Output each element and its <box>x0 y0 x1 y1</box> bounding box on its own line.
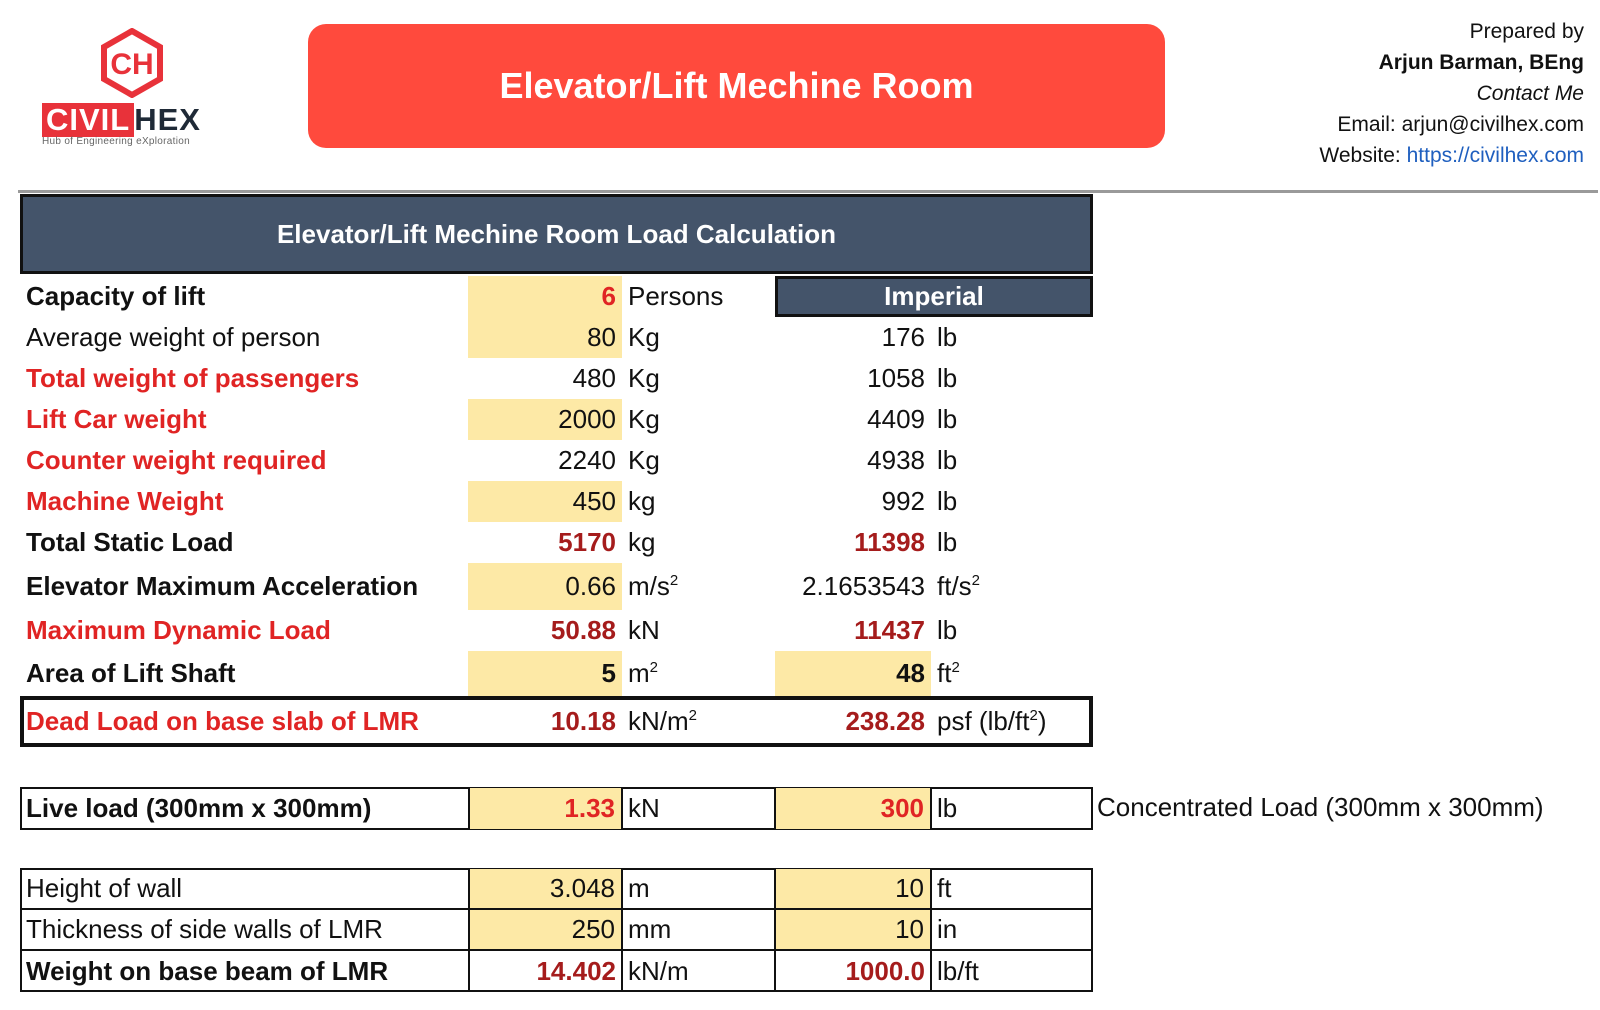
row-label: Average weight of person <box>26 322 321 352</box>
row-imperial-value: 2.1653543 <box>802 571 925 601</box>
row-imperial-value-input[interactable]: 48 <box>775 651 931 696</box>
wall-imperial-input[interactable]: 10 <box>776 910 930 949</box>
row-unit: m $^2$ <box>628 658 659 688</box>
row-imperial-value: 4938 <box>867 445 925 475</box>
row-value-input[interactable]: 6 <box>468 276 622 317</box>
row-label: Elevator Maximum Acceleration <box>26 571 419 601</box>
row-imperial-value: 176 <box>881 322 925 352</box>
website-label: Website: <box>1319 144 1401 167</box>
author-name: Arjun Barman, BEng <box>1378 51 1584 74</box>
dead-load-row <box>20 701 1093 742</box>
row-label: Machine Weight <box>26 486 224 516</box>
row-imperial-value: 1058 <box>867 363 925 393</box>
live-load-imperial-unit: lb <box>937 793 958 823</box>
row-label: Capacity of lift <box>26 281 206 311</box>
logo-word-civil: CIVIL <box>42 103 134 137</box>
row-imperial-unit: lb <box>937 404 958 434</box>
row-label: Maximum Dynamic Load <box>26 615 331 645</box>
email-value[interactable]: arjun@civilhex.com <box>1401 113 1584 136</box>
row-imperial-unit: lb <box>937 527 958 557</box>
row-value-input[interactable]: 80 <box>468 317 622 358</box>
row-imperial-value: 4409 <box>867 404 925 434</box>
table-row <box>20 869 1093 908</box>
row-unit: Persons <box>628 281 724 311</box>
row-imperial-unit: lb <box>937 615 958 645</box>
table-row <box>20 440 1093 481</box>
row-value-input[interactable]: 5 <box>468 651 622 696</box>
table-row <box>20 610 1093 651</box>
table-row <box>20 910 1093 949</box>
wall-imperial-unit: lb/ft <box>937 955 979 986</box>
table-row <box>20 317 1093 358</box>
row-label: Lift Car weight <box>26 404 207 434</box>
dead-load-unit: kN/m $^2$ <box>628 706 698 736</box>
hexagon-logo-icon <box>97 28 167 98</box>
website-link[interactable]: https://civilhex.com <box>1406 144 1584 167</box>
row-unit: Kg <box>628 445 660 475</box>
row-value-input[interactable]: 0.66 <box>468 563 622 610</box>
row-imperial-value: 992 <box>881 486 925 516</box>
logo-word-hex: HEX <box>134 102 201 137</box>
row-imperial-unit: ft/s $^2$ <box>937 571 981 601</box>
row-value: 2240 <box>558 445 616 475</box>
row-imperial-value: 11398 <box>854 527 925 557</box>
logo-tagline: Hub of Engineering eXploration <box>42 136 190 147</box>
row-unit: Kg <box>628 322 660 352</box>
table-row <box>20 563 1093 610</box>
row-imperial-unit: lb <box>937 322 958 352</box>
imperial-header: Imperial <box>775 276 1093 317</box>
wall-imperial-input[interactable]: 10 <box>776 869 930 908</box>
row-imperial-unit: lb <box>937 445 958 475</box>
row-unit: Kg <box>628 363 660 393</box>
row-unit: kN <box>628 615 660 645</box>
logo-wordmark <box>42 102 232 136</box>
page-title-banner: Elevator/Lift Mechine Room <box>308 24 1165 148</box>
wall-label: Thickness of side walls of LMR <box>26 914 383 944</box>
wall-unit: mm <box>628 914 672 944</box>
dead-load-imperial-unit: psf (lb/ft $^2$ ) <box>937 706 1047 736</box>
row-unit: kg <box>628 486 656 516</box>
row-label: Total Static Load <box>26 527 234 557</box>
row-imperial-unit: ft $^2$ <box>937 658 960 688</box>
logo-mark-text: CH <box>110 48 154 81</box>
live-load-unit: kN <box>628 793 660 823</box>
table-row <box>20 651 1093 696</box>
dead-load-imperial-value: 238.28 <box>845 706 925 736</box>
wall-unit: kN/m <box>628 955 689 986</box>
prepared-by-label: Prepared by <box>1469 20 1584 43</box>
website-line <box>1319 140 1584 171</box>
row-value: 50.88 <box>550 615 616 645</box>
row-value-input[interactable]: 450 <box>468 481 622 522</box>
wall-imperial-unit: ft <box>937 873 952 903</box>
row-unit: Kg <box>628 404 660 434</box>
email-label: Email: <box>1337 113 1396 136</box>
row-value: 5170 <box>558 527 616 557</box>
concentrated-load-note: Concentrated Load (300mm x 300mm) <box>1097 792 1544 822</box>
dead-load-label: Dead Load on base slab of LMR <box>26 706 419 736</box>
row-unit: m/s $^2$ <box>628 571 679 601</box>
wall-label: Weight on base beam of LMR <box>26 955 389 986</box>
row-label: Area of Lift Shaft <box>26 658 236 688</box>
live-load-value-input[interactable]: 1.33 <box>470 788 621 829</box>
table-row <box>20 399 1093 440</box>
wall-imperial-value: 1000.0 <box>845 955 925 986</box>
row-imperial-unit: lb <box>937 486 958 516</box>
row-imperial-unit: lb <box>937 363 958 393</box>
wall-value-input[interactable]: 250 <box>470 910 621 949</box>
header-divider <box>18 190 1598 193</box>
civilhex-logo <box>42 28 232 153</box>
table-row <box>20 522 1093 563</box>
wall-unit: m <box>628 873 650 903</box>
table-row <box>20 276 1093 317</box>
wall-value-input[interactable]: 3.048 <box>470 869 621 908</box>
live-load-row <box>20 788 1093 829</box>
table-row <box>20 481 1093 522</box>
row-label: Counter weight required <box>26 445 327 475</box>
wall-imperial-unit: in <box>937 914 958 944</box>
wall-label: Height of wall <box>26 873 183 903</box>
prepared-by-block <box>1319 16 1584 171</box>
wall-value: 14.402 <box>536 955 616 986</box>
table-row <box>20 951 1093 991</box>
row-label: Total weight of passengers <box>26 363 360 393</box>
table-row <box>20 358 1093 399</box>
email-line <box>1319 109 1584 140</box>
table-title: Elevator/Lift Mechine Room Load Calculation <box>20 194 1093 274</box>
live-load-label: Live load (300mm x 300mm) <box>26 793 372 823</box>
contact-me-label: Contact Me <box>1476 82 1584 105</box>
dead-load-value: 10.18 <box>550 706 616 736</box>
row-imperial-value: 11437 <box>854 615 925 645</box>
row-value: 480 <box>572 363 616 393</box>
row-unit: kg <box>628 527 656 557</box>
row-value-input[interactable]: 2000 <box>468 399 622 440</box>
live-load-imperial-input[interactable]: 300 <box>776 788 930 829</box>
